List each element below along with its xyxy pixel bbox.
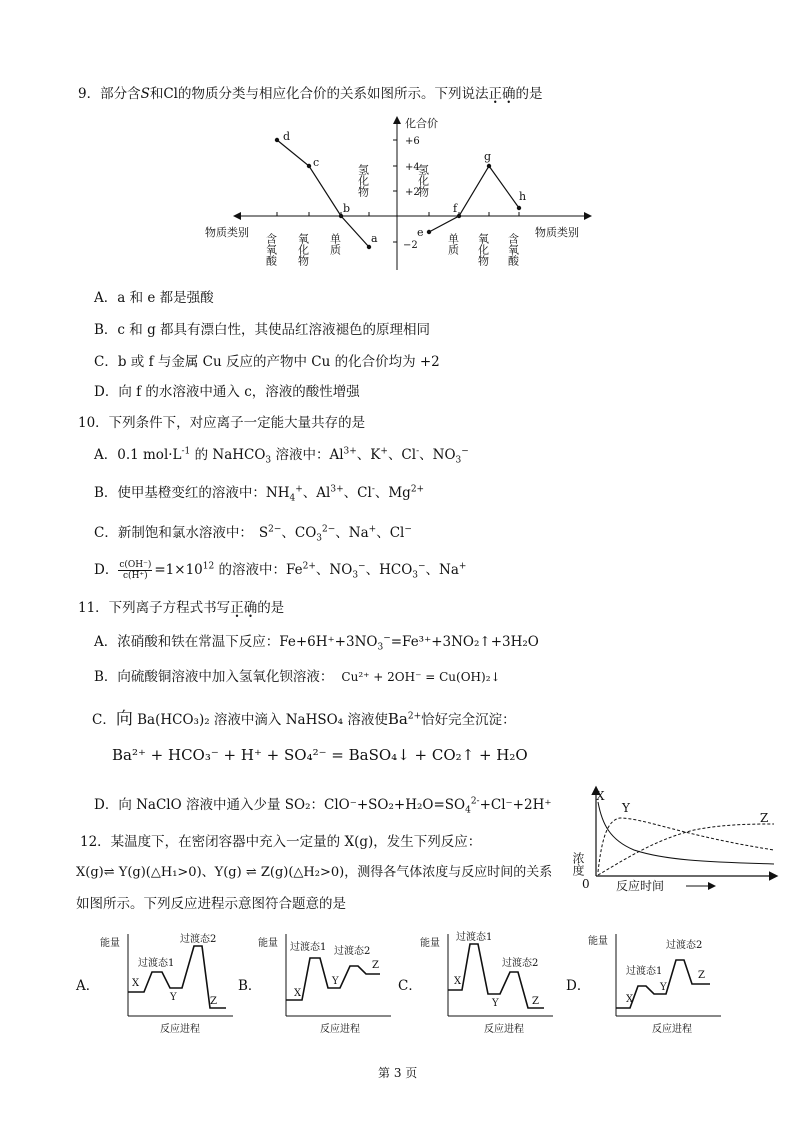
- q11-option-d: D．向 NaClO 溶液中通入少量 SO₂：$ClO^-+SO_2+H_2O=SO_4^{2-}+Cl^-+2H^+$: [94, 796, 552, 816]
- q11-option-c: C．向 Ba(HCO₃)₂ 溶液中滴入 NaHSO₄ 溶液使$Ba^{2+}$恰好完全沉淀：: [92, 709, 516, 729]
- svg-text:Y: Y: [492, 998, 499, 1009]
- y-tick: +2: [405, 187, 420, 198]
- q9-option-d: D．向 f 的水溶液中通入 c，溶液的酸性增强: [94, 384, 360, 400]
- q10-option-a: A．0.1 $mol\cdot L^{-1}$ 的 NaHCO$_3$ 溶液中：$Al^{3+}$、K+、Cl-、$NO_3^-$: [94, 446, 469, 466]
- svg-text:Y: Y: [660, 982, 667, 993]
- q12-option-a-diagram: [98, 928, 238, 1040]
- q12-option-b-label: B．: [238, 978, 262, 994]
- q11-option-a: A．浓硝酸和铁在常温下反应：$Fe+6H^++3NO_3^-=Fe^{3+}+3NO_2↑+3H_2O$: [94, 633, 539, 653]
- hydride-right: 氢化物: [416, 164, 430, 197]
- svg-text:能量: 能量: [588, 936, 608, 947]
- q12-stem-line3: 如图所示。下列反应进程示意图符合题意的是: [76, 896, 346, 912]
- x-axis-label-left: 物质类别: [205, 226, 249, 239]
- label-c: c: [313, 156, 320, 169]
- label-b: b: [343, 202, 351, 215]
- svg-text:反应进程: 反应进程: [320, 1024, 360, 1035]
- svg-text:反应进程: 反应进程: [652, 1024, 692, 1035]
- s-line: [277, 140, 369, 247]
- svg-text:X: X: [626, 994, 634, 1005]
- svg-text:Y: Y: [332, 976, 339, 987]
- svg-text:X: X: [132, 978, 140, 989]
- label-g: g: [484, 150, 492, 163]
- q9-valence-chart: [205, 110, 600, 275]
- svg-text:X: X: [454, 976, 462, 987]
- cat-oxide-left: 氧化物: [296, 233, 310, 266]
- q9-option-a: A．a 和 e 都是强酸: [94, 290, 214, 306]
- series-z-label: Z: [760, 811, 769, 825]
- q9-option-b: B．c 和 g 都具有漂白性，其使品红溶液褪色的原理相同: [94, 322, 430, 338]
- q10-option-c: C．新制饱和氯水溶液中： $S^{2-}$、$CO_3^{2-}$、Na+、Cl−: [94, 524, 412, 544]
- page-number: 第 3 页: [378, 1066, 418, 1080]
- conc-x-label: 反应时间: [616, 879, 665, 893]
- point-d: [275, 138, 279, 142]
- point-e: [427, 230, 431, 234]
- series-y-label: Y: [622, 801, 630, 815]
- svg-text:过渡态1: 过渡态1: [456, 932, 493, 943]
- label-a: a: [371, 232, 378, 245]
- cat-element-left: 单质: [328, 233, 342, 255]
- y-tick: +4: [405, 162, 420, 173]
- svg-text:Z: Z: [372, 960, 379, 971]
- label-f: f: [453, 202, 458, 215]
- series-x-label: X: [596, 789, 605, 803]
- ratio-fraction: $\frac{c(OH^-)}{c(H^+)}$: [119, 560, 152, 581]
- label-e: e: [417, 226, 424, 239]
- svg-text:过渡态2: 过渡态2: [180, 934, 217, 945]
- cat-element-right: 单质: [446, 233, 460, 255]
- label-h: h: [519, 190, 527, 203]
- svg-text:反应进程: 反应进程: [160, 1024, 200, 1035]
- q10-stem: 10．下列条件下，对应离子一定能大量共存的是: [78, 415, 366, 431]
- y-tick: +6: [405, 136, 420, 147]
- left-categories: [265, 232, 342, 266]
- cat-oxyacid-left: 含氧酸: [264, 233, 278, 266]
- q11-option-c-equation: Ba²⁺ + HCO₃⁻ + H⁺ + SO₄²⁻ = BaSO₄↓ + CO₂↑ + H₂O: [112, 746, 528, 764]
- svg-text:能量: 能量: [100, 938, 120, 949]
- label-d: d: [283, 130, 291, 143]
- svg-text:过渡态2: 过渡态2: [334, 946, 371, 957]
- q12-option-a-label: A．: [76, 978, 100, 994]
- hydride-left: 氢化物: [356, 164, 370, 197]
- svg-text:Z: Z: [532, 996, 539, 1007]
- svg-text:过渡态1: 过渡态1: [138, 958, 175, 969]
- series-z-curve: [598, 824, 774, 875]
- point-c: [307, 164, 311, 168]
- q12-stem-line1: 12．某温度下，在密闭容器中充入一定量的 X(g)，发生下列反应：: [80, 834, 482, 850]
- q12-concentration-chart: [571, 784, 784, 896]
- q9-option-c: C．b 或 f 与金属 Cu 反应的产物中 Cu 的化合价均为 +2: [94, 354, 440, 370]
- point-h: [517, 206, 521, 210]
- svg-text:能量: 能量: [420, 938, 440, 949]
- point-g: [487, 164, 491, 168]
- point-a: [367, 245, 371, 249]
- svg-text:过渡态1: 过渡态1: [626, 966, 663, 977]
- cat-oxyacid-right: 含氧酸: [506, 233, 520, 266]
- svg-text:过渡态1: 过渡态1: [290, 942, 327, 953]
- y-axis-label: 化合价: [405, 117, 438, 130]
- svg-text:反应进程: 反应进程: [484, 1024, 524, 1035]
- right-categories: [447, 232, 520, 266]
- q11-stem: 11．下列离子方程式书写正确的是: [78, 600, 285, 616]
- svg-text:Z: Z: [210, 996, 217, 1007]
- q12-option-b-diagram: [256, 928, 396, 1040]
- q12-stem-line2: X(g)⇌ Y(g)(△H₁>0)、Y(g) ⇌ Z(g)(△H₂>0)，测得各气体浓度与反应时间的关系: [76, 865, 553, 880]
- svg-text:X: X: [294, 988, 302, 999]
- q11-option-b: B．向硫酸铜溶液中加入氢氧化钡溶液： Cu²⁺ + 2OH⁻ = Cu(OH)₂↓: [94, 669, 501, 685]
- y-tick: −2: [403, 240, 418, 251]
- q12-option-c-label: C．: [398, 978, 422, 994]
- svg-text:能量: 能量: [258, 938, 278, 949]
- q9-stem: 9．部分含S和Cl的物质分类与相应化合价的关系如图所示。下列说法正确的是: [78, 86, 543, 102]
- x-axis-label-right: 物质类别: [535, 226, 579, 239]
- svg-text:Z: Z: [698, 970, 705, 981]
- svg-text:过渡态2: 过渡态2: [502, 958, 539, 969]
- svg-text:Y: Y: [170, 992, 177, 1003]
- conc-origin: 0: [582, 877, 590, 891]
- q10-option-b: B．使甲基橙变红的溶液中：$NH_4^+$、$Al^{3+}$、Cl-、$Mg^{2+}$: [94, 484, 425, 504]
- svg-text:过渡态2: 过渡态2: [666, 940, 703, 951]
- conc-y-label: 浓度: [571, 852, 585, 876]
- q12-option-c-diagram: [418, 928, 558, 1040]
- q10-option-d: D． $\frac{c(OH^-)}{c(H^+)}$ $=1\times 10^{12}$ 的溶液中：$Fe^{2+}$、$NO_3^-$、$HCO_3^-$、Na+: [94, 560, 467, 581]
- point-f: [457, 214, 461, 218]
- cl-line: [429, 166, 519, 232]
- q12-option-d-diagram: [586, 928, 726, 1040]
- q12-option-d-label: D．: [566, 978, 591, 994]
- cat-oxide-right: 氧化物: [476, 233, 490, 266]
